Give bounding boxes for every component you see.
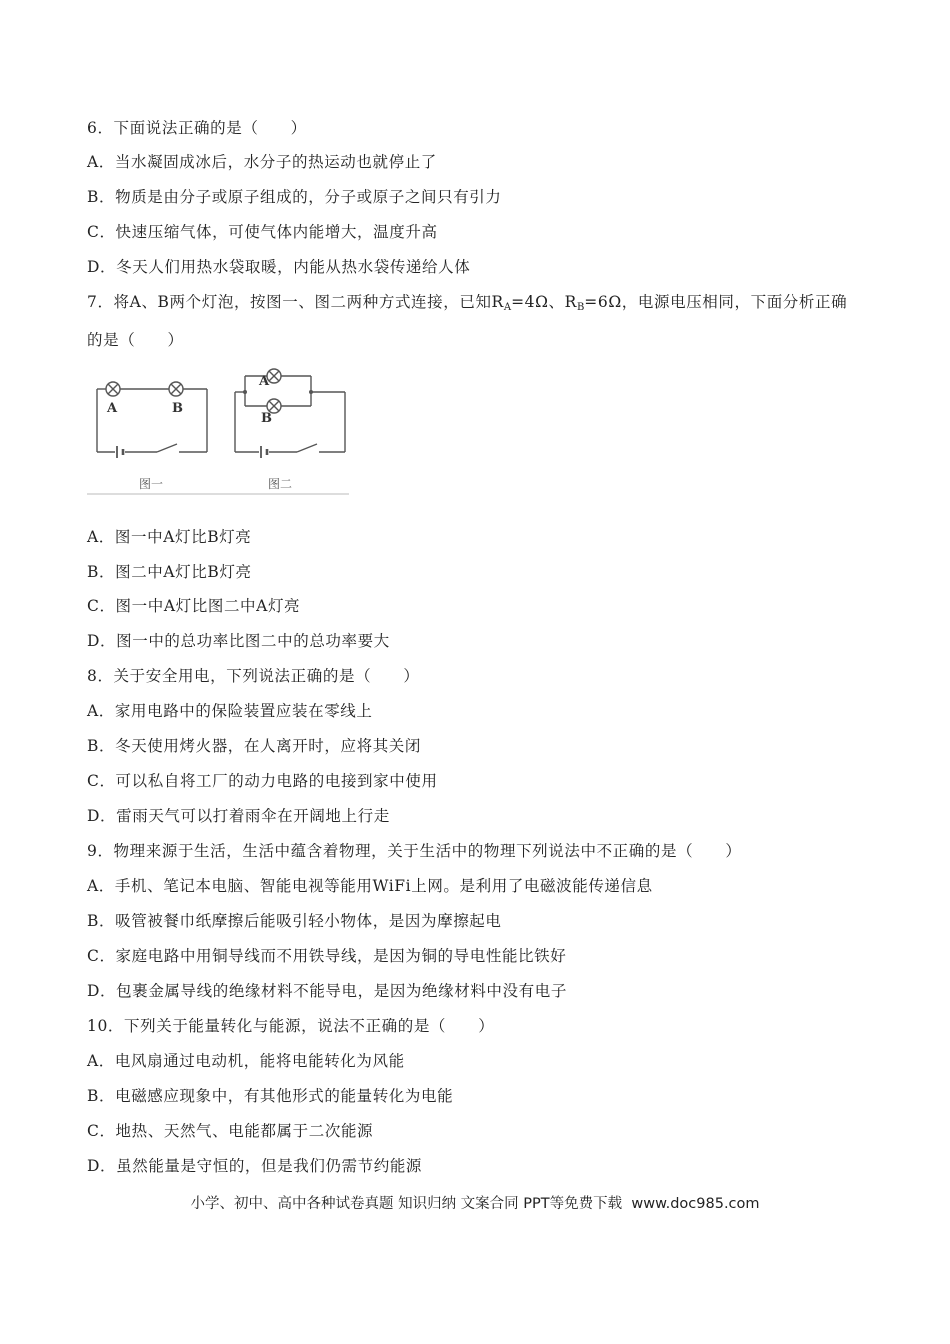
circuit-figure-2	[235, 369, 345, 458]
page-footer	[0, 1192, 950, 1213]
question-6-option-a: A．当水凝固成冰后，水分子的热运动也就停止了	[87, 153, 437, 171]
figure-1-caption: 图一	[139, 477, 164, 491]
question-10-option-a: A．电风扇通过电动机，能将电能转化为风能	[87, 1052, 405, 1070]
figure-2-label-b: B	[261, 411, 272, 426]
question-6-stem: 6．下面说法正确的是（ ）	[87, 119, 307, 137]
figure-1-label-b: B	[172, 401, 183, 416]
question-7-option-a: A．图一中A灯比B灯亮	[87, 528, 252, 546]
question-7-option-b: B．图二中A灯比B灯亮	[87, 563, 252, 581]
question-10-stem: 10．下列关于能量转化与能源，说法不正确的是（ ）	[87, 1017, 495, 1035]
circuit-diagram	[87, 364, 349, 496]
question-8-stem: 8．关于安全用电，下列说法正确的是（ ）	[87, 667, 420, 685]
footer-text: 小学、初中、高中各种试卷真题 知识归纳 文案合同 PPT等免费下载	[190, 1196, 623, 1212]
question-7-stem: 7．将A、B两个灯泡，按图一、图二两种方式连接，已知$R_A=4\Omega$、$R_B=6\Omega$，电源电压相同，下面分析正确	[87, 293, 848, 313]
question-8-option-c: C．可以私自将工厂的动力电路的电接到家中使用	[87, 772, 438, 790]
question-10-option-b: B．电磁感应现象中，有其他形式的能量转化为电能	[87, 1087, 454, 1105]
question-8-option-a: A．家用电路中的保险装置应装在零线上	[87, 702, 373, 720]
question-8-option-d: D．雷雨天气可以打着雨伞在开阔地上行走	[87, 807, 390, 825]
question-10-option-d: D．虽然能量是守恒的，但是我们仍需节约能源	[87, 1157, 423, 1175]
footer-url[interactable]: www.doc985.com	[631, 1196, 760, 1212]
figure-1-label-a: A	[107, 401, 118, 416]
question-7-option-d: D．图一中的总功率比图二中的总功率要大	[87, 632, 390, 650]
figure-2-caption: 图二	[268, 477, 293, 491]
question-9-option-a: A．手机、笔记本电脑、智能电视等能用WiFi上网。是利用了电磁波能传递信息	[87, 877, 653, 895]
question-6-option-c: C．快速压缩气体，可使气体内能增大，温度升高	[87, 223, 438, 241]
question-10-option-c: C．地热、天然气、电能都属于二次能源	[87, 1122, 374, 1140]
question-8-option-b: B．冬天使用烤火器，在人离开时，应将其关闭	[87, 737, 421, 755]
question-7-stem-line2: 的是（ ）	[87, 331, 184, 349]
question-7-option-c: C．图一中A灯比图二中A灯亮	[87, 597, 301, 615]
circuit-figure-1	[97, 382, 207, 458]
question-9-option-d: D．包裹金属导线的绝缘材料不能导电，是因为绝缘材料中没有电子	[87, 982, 567, 1000]
figure-2-label-a: A	[259, 374, 270, 389]
question-6-option-b: B．物质是由分子或原子组成的，分子或原子之间只有引力	[87, 188, 502, 206]
question-9-option-c: C．家庭电路中用铜导线而不用铁导线，是因为铜的导电性能比铁好	[87, 947, 567, 965]
question-6-option-d: D．冬天人们用热水袋取暖，内能从热水袋传递给人体	[87, 258, 471, 276]
question-9-option-b: B．吸管被餐巾纸摩擦后能吸引轻小物体，是因为摩擦起电	[87, 912, 502, 930]
question-9-stem: 9．物理来源于生活，生活中蕴含着物理，关于生活中的物理下列说法中不正确的是（ ）	[87, 842, 742, 860]
